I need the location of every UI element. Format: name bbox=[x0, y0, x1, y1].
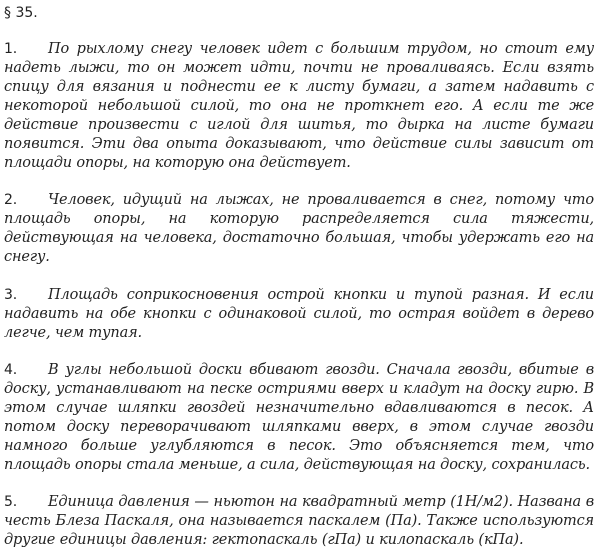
paragraph-4-number: 4. bbox=[4, 362, 18, 378]
paragraph-4 bbox=[4, 361, 594, 475]
paragraph-5-text: Единица давления — ньютон на квадратный метр (1Н/м2). Названа в честь Блеза Паскаля, она называется паскалем (Па). Также используются другие единицы давления: гектопаскаль (гПа) и килопаскаль (кПа). bbox=[4, 494, 594, 548]
paragraph-5 bbox=[4, 493, 594, 550]
paragraph-5-number: 5. bbox=[4, 494, 18, 510]
paragraph-3-text: Площадь соприкосновения острой кнопки и тупой разная. И если надавить на обе кнопки с одинаковой силой, то острая войдет в дерево легче, чем тупая. bbox=[4, 287, 594, 341]
paragraph-3 bbox=[4, 286, 594, 343]
paragraph-4-text: В углы небольшой доски вбивают гвозди. Сначала гвозди, вбитые в доску, устанавливают на песке остриями вверх и кладут на доску гирю. В этом случае шляпки гвоздей незначительно вдавливаются в песок. А потом доску переворачивают шляпками вверх, в этом случае гвозди намного больше углубляются в песок. Это объясняется тем, что площадь опоры стала меньше, а сила, действующая на доску, сохранилась. bbox=[4, 362, 594, 473]
paragraph-1-text: По рыхлому снегу человек идет с большим трудом, но стоит ему надеть лыжи, то он может идти, почти не проваливаясь. Если взять спицу для вязания и поднести ее к листу бумаги, а затем надавить с некоторой небольшой силой, то она не проткнет его. А если те же действие произвести с иглой для шитья, то дырка на листе бумаги появится. Эти два опыта доказывают, что действие силы зависит от площади опоры, на которую она действует. bbox=[4, 41, 594, 171]
paragraph-2-text: Человек, идущий на лыжах, не проваливается в снег, потому что площадь опоры, на которую распределяется сила тяжести, действующая на человека, достаточно большая, чтобы удержать его на снегу. bbox=[4, 192, 594, 265]
paragraph-2-number: 2. bbox=[4, 192, 18, 208]
paragraph-3-number: 3. bbox=[4, 287, 18, 303]
paragraph-1-number: 1. bbox=[4, 41, 18, 57]
section-heading: § 35. bbox=[4, 5, 38, 21]
document-page bbox=[4, 0, 594, 550]
paragraph-1 bbox=[4, 40, 594, 173]
paragraph-2 bbox=[4, 191, 594, 267]
